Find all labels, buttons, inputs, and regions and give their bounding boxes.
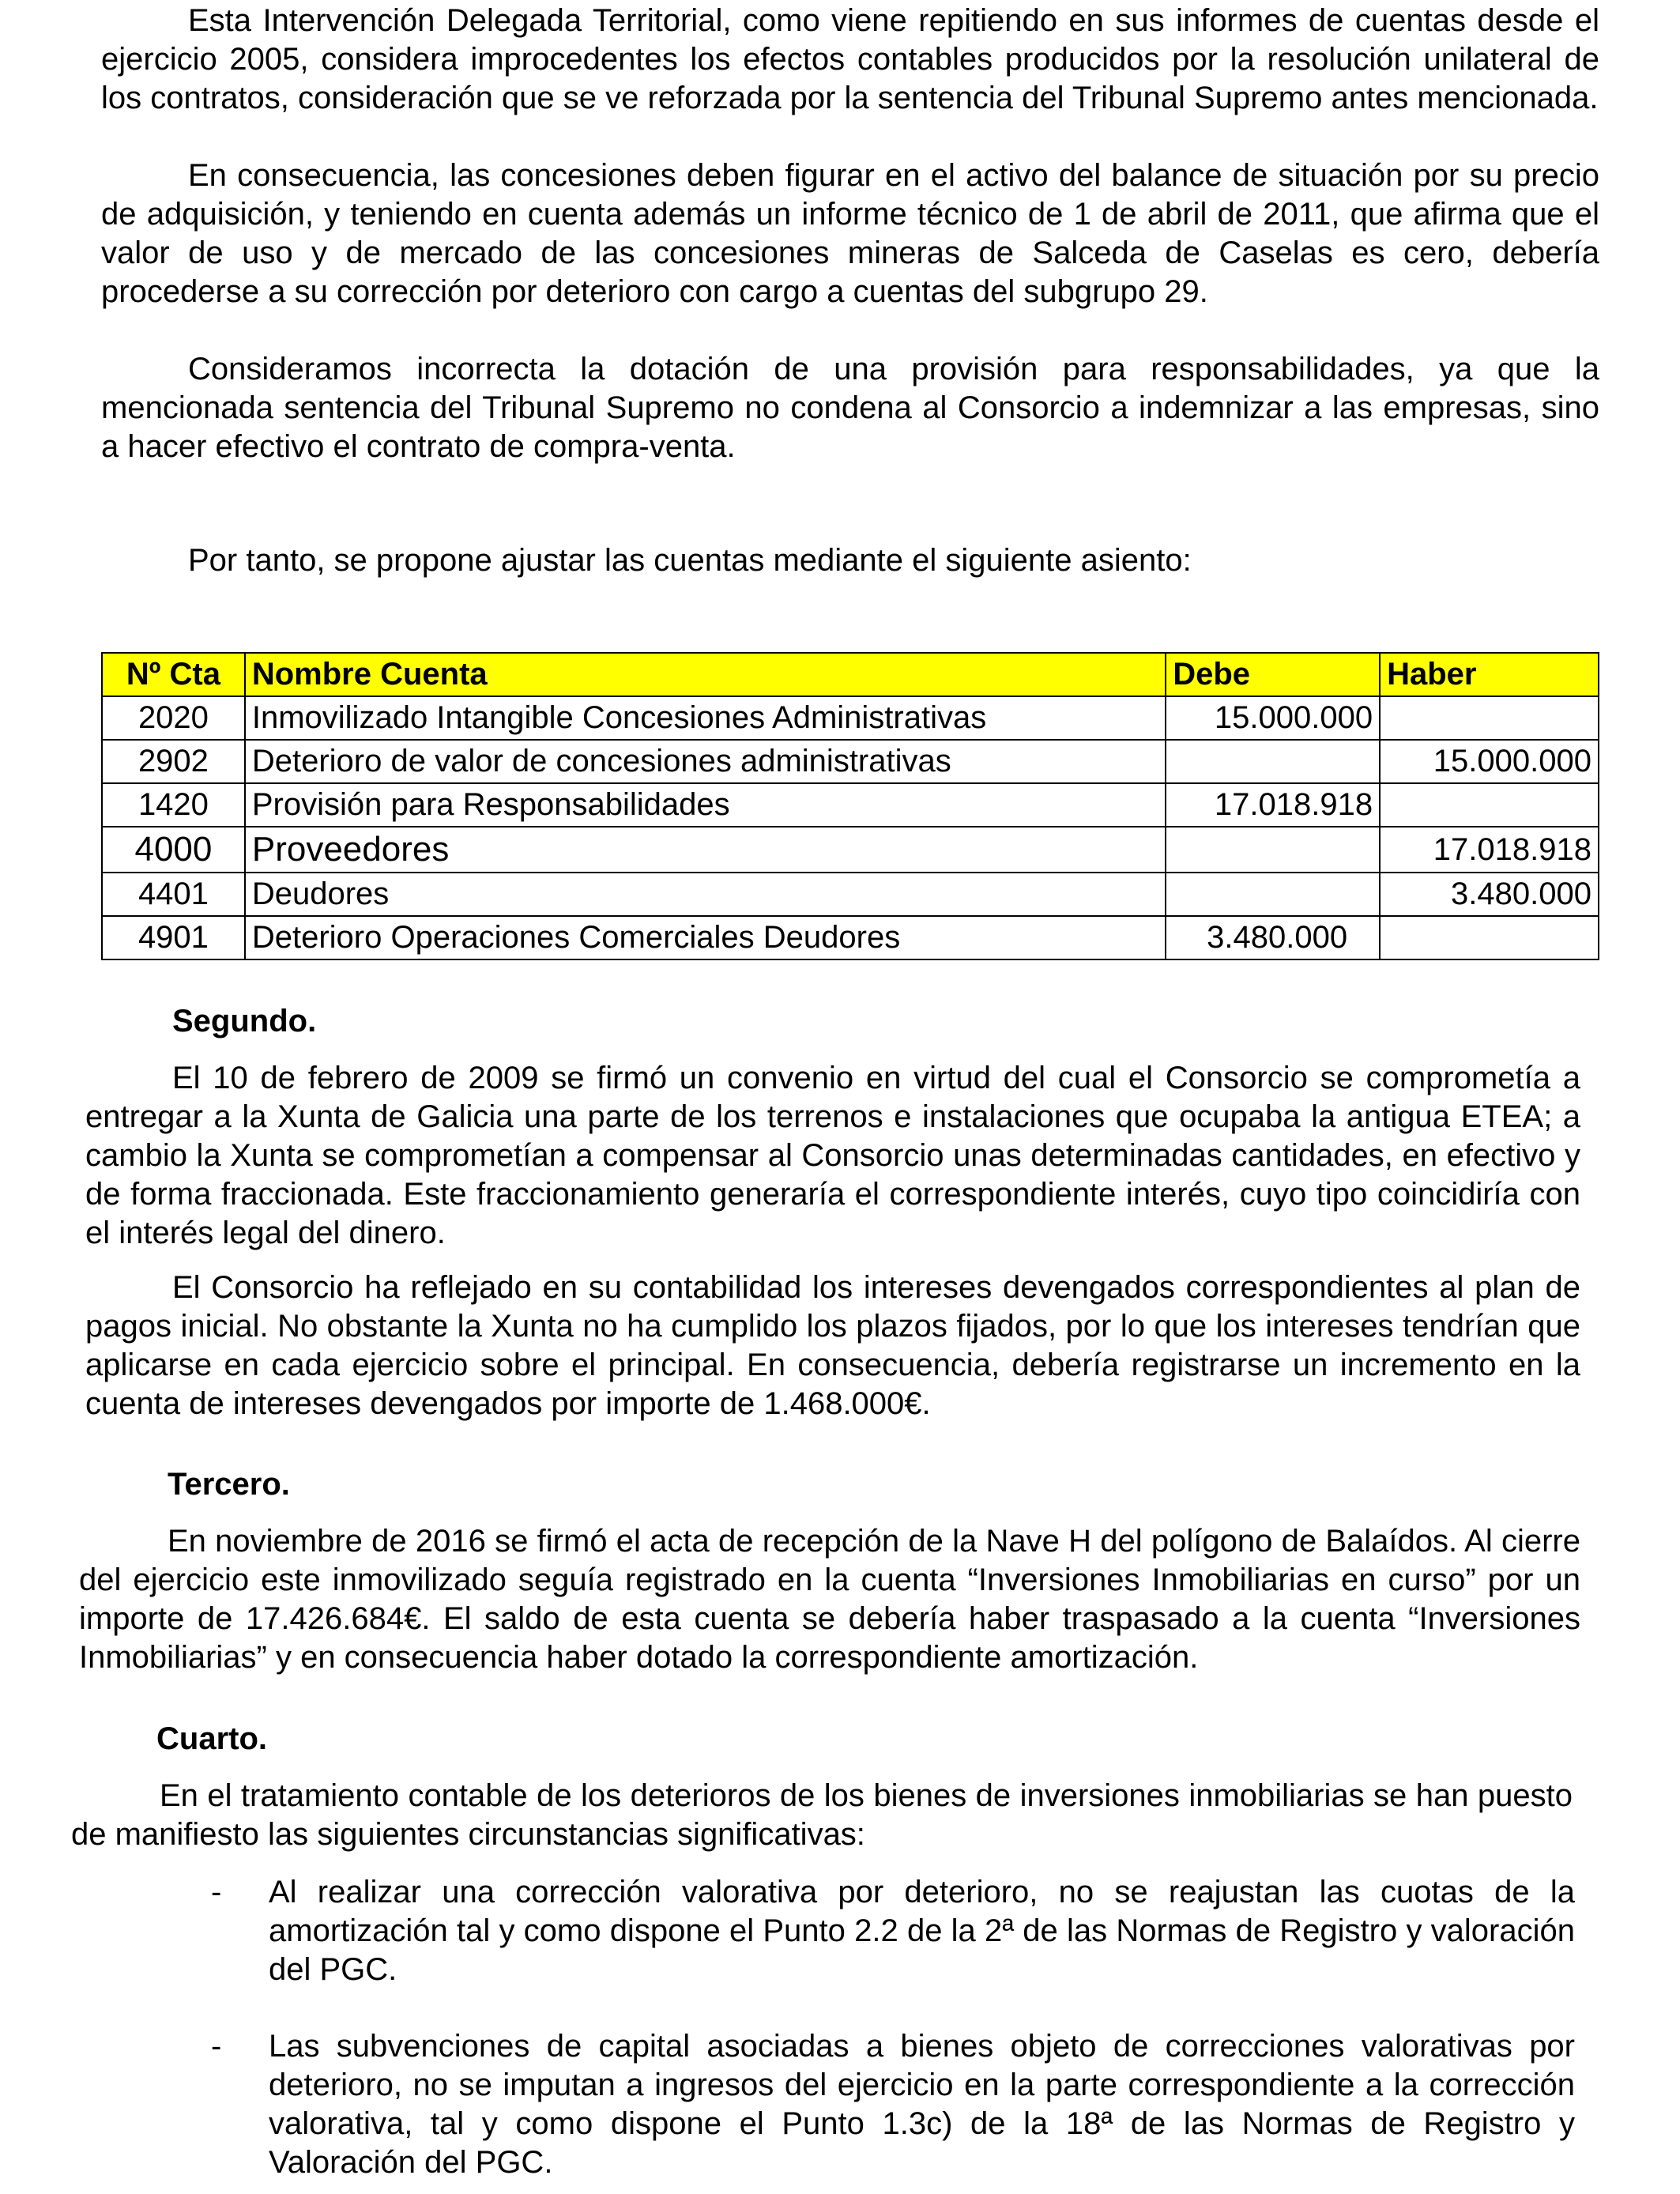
heading-segundo: Segundo. bbox=[172, 1004, 317, 1039]
paragraph-cuarto-intro: En el tratamiento contable de los deterioros de los bienes de inversiones inmobiliarias se han puesto de manifiesto las siguientes circunstancias significativas: bbox=[71, 1778, 1573, 1852]
cell-name: Inmovilizado Intangible Concesiones Administrativas bbox=[245, 696, 1166, 740]
cell-num: 2020 bbox=[102, 696, 245, 740]
accounting-entry-table bbox=[101, 652, 1599, 960]
cell-haber bbox=[1380, 696, 1599, 740]
cell-name: Deterioro Operaciones Comerciales Deudores bbox=[245, 916, 1166, 959]
table-row bbox=[102, 740, 1599, 783]
cell-num: 4901 bbox=[102, 916, 245, 959]
bullet-text: Al realizar una corrección valorativa por deterioro, no se reajustan las cuotas de la amortización tal y como dispone el Punto 2.2 de la 2ª de las Normas de Registro y valoración del PGC. bbox=[269, 1875, 1575, 1987]
bullet-dash: - bbox=[211, 2029, 222, 2064]
cell-haber: 3.480.000 bbox=[1380, 873, 1599, 916]
cell-name: Deterioro de valor de concesiones administrativas bbox=[245, 740, 1166, 783]
table-row bbox=[102, 783, 1599, 827]
list-item bbox=[212, 2027, 1575, 2182]
table-row bbox=[102, 916, 1599, 959]
header-debe: Debe bbox=[1166, 653, 1380, 696]
cell-haber bbox=[1380, 916, 1599, 959]
cell-name: Proveedores bbox=[245, 827, 1166, 873]
header-nombre-cuenta: Nombre Cuenta bbox=[245, 653, 1166, 696]
cell-num: 4401 bbox=[102, 873, 245, 916]
cell-debe: 17.018.918 bbox=[1166, 783, 1380, 827]
cell-haber: 17.018.918 bbox=[1380, 827, 1599, 873]
paragraph-tercero-nave: En noviembre de 2016 se firmó el acta de recepción de la Nave H del polígono de Balaídos. Al cierre del ejercicio este inmovilizado seguía registrado en la cuenta “Inversiones Inmobiliarias en curso” por un importe de 17.426.684€. El saldo de esta cuenta se debería haber traspasado a la cuenta “Inversiones Inmobiliarias” y en consecuencia haber dotado la correspondiente amortización. bbox=[79, 1524, 1580, 1675]
bullet-text: Las subvenciones de capital asociadas a bienes objeto de correcciones valorativas por deterioro, no se imputan a ingresos del ejercicio en la parte correspondiente a la corrección valorativa, tal y como dispone el Punto 1.3c) de la 18ª de las Normas de Registro y Valoración del PGC. bbox=[269, 2029, 1575, 2180]
heading-tercero: Tercero. bbox=[168, 1467, 290, 1502]
table-row bbox=[102, 827, 1599, 873]
paragraph-consecuencia: En consecuencia, las concesiones deben figurar en el activo del balance de situación por su precio de adquisición, y teniendo en cuenta además un informe técnico de 1 de abril de 2011, que afirma que el valor de uso y de mercado de las concesiones mineras de Salceda de Caselas es cero, debería procederse a su corrección por deterioro con cargo a cuentas del subgrupo 29. bbox=[101, 158, 1599, 309]
cell-debe: 3.480.000 bbox=[1166, 916, 1380, 959]
paragraph-segundo-convenio: El 10 de febrero de 2009 se firmó un convenio en virtud del cual el Consorcio se comprometía a entregar a la Xunta de Galicia una parte de los terrenos e instalaciones que ocupaba la antigua ETEA; a cambio la Xunta se comprometían a compensar al Consorcio unas determinadas cantidades, en efectivo y de forma fraccionada. Este fraccionamiento generaría el correspondiente interés, cuyo tipo coincidiría con el interés legal del dinero. bbox=[85, 1061, 1580, 1250]
table-header-row bbox=[102, 653, 1599, 696]
list-item bbox=[212, 1873, 1575, 1989]
cell-name: Provisión para Responsabilidades bbox=[245, 783, 1166, 827]
bullet-dash: - bbox=[211, 1875, 222, 1909]
cell-num: 2902 bbox=[102, 740, 245, 783]
heading-cuarto: Cuarto. bbox=[156, 1721, 267, 1756]
paragraph-provision: Consideramos incorrecta la dotación de una provisión para responsabilidades, ya que la mencionada sentencia del Tribunal Supremo no condena al Consorcio a indemnizar a las empresas, sino a hacer efectivo el contrato de compra-venta. bbox=[101, 352, 1599, 464]
table-row bbox=[102, 696, 1599, 740]
cell-haber: 15.000.000 bbox=[1380, 740, 1599, 783]
cell-debe bbox=[1166, 873, 1380, 916]
paragraph-intervencion: Esta Intervención Delegada Territorial, como viene repitiendo en sus informes de cuentas desde el ejercicio 2005, considera improcedentes los efectos contables producidos por la resolución unilateral de los contratos, consideración que se ve reforzada por la sentencia del Tribunal Supremo antes mencionada. bbox=[101, 3, 1599, 115]
header-haber: Haber bbox=[1380, 653, 1599, 696]
paragraph-asiento-intro: Por tanto, se propone ajustar las cuentas mediante el siguiente asiento: bbox=[188, 543, 1192, 578]
segundo-block bbox=[85, 1059, 1580, 1423]
cell-num: 4000 bbox=[102, 827, 245, 873]
cell-num: 1420 bbox=[102, 783, 245, 827]
intro-block bbox=[101, 2, 1599, 580]
table-row bbox=[102, 873, 1599, 916]
cell-debe bbox=[1166, 740, 1380, 783]
cell-debe: 15.000.000 bbox=[1166, 696, 1380, 740]
cuarto-block bbox=[71, 1777, 1573, 1854]
paragraph-segundo-intereses: El Consorcio ha reflejado en su contabilidad los intereses devengados correspondientes al plan de pagos inicial. No obstante la Xunta no ha cumplido los plazos fijados, por lo que los intereses tendrían que aplicarse en cada ejercicio sobre el principal. En consecuencia, debería registrarse un incremento en la cuenta de intereses devengados por importe de 1.468.000€. bbox=[85, 1270, 1580, 1421]
tercero-block bbox=[79, 1522, 1580, 1677]
cell-haber bbox=[1380, 783, 1599, 827]
cell-name: Deudores bbox=[245, 873, 1166, 916]
header-num-cta: Nº Cta bbox=[102, 653, 245, 696]
cell-debe bbox=[1166, 827, 1380, 873]
